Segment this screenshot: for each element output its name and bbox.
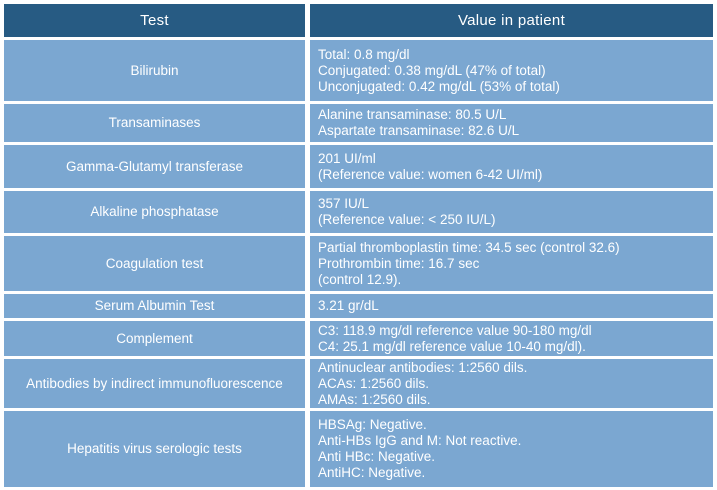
column-header-test: Test: [4, 4, 305, 37]
value-cell: [310, 40, 713, 101]
test-name-cell: Hepatitis virus serologic tests: [4, 411, 305, 487]
value-line: AntiHC: Negative.: [318, 465, 426, 480]
lab-results-table: [4, 4, 713, 487]
table-row: [4, 359, 713, 408]
table-header-row: [4, 4, 713, 37]
value-line: AMAs: 1:2560 dils.: [318, 391, 431, 407]
value-line: Prothrombin time: 16.7 sec: [318, 255, 480, 271]
value-cell: [310, 145, 713, 188]
value-cell: [310, 294, 713, 318]
table-row: [4, 145, 713, 188]
value-line: (control 12.9).: [318, 271, 402, 287]
value-line: (Reference value: women 6-42 UI/ml): [318, 166, 543, 182]
test-name-cell: Transaminases: [4, 104, 305, 142]
test-name-cell: Gamma-Glutamyl transferase: [4, 145, 305, 188]
value-line: (Reference value: < 250 IU/L): [318, 212, 496, 227]
value-line: 201 UI/ml: [318, 150, 376, 166]
value-cell: [310, 321, 713, 356]
value-line: ACAs: 1:2560 dils.: [318, 375, 430, 391]
test-name-cell: Antibodies by indirect immunofluorescence: [4, 359, 305, 408]
table-row: [4, 236, 713, 291]
value-line: Conjugated: 0.38 mg/dL (47% of total): [318, 62, 546, 78]
value-cell: [310, 236, 713, 291]
value-line: Partial thromboplastin time: 34.5 sec (control 32.6): [318, 239, 620, 255]
test-name-cell: Bilirubin: [4, 40, 305, 101]
table-row: [4, 321, 713, 356]
value-line: C3: 118.9 mg/dl reference value 90-180 mg/dl: [318, 322, 592, 338]
table-row: [4, 411, 713, 487]
table-row: [4, 104, 713, 142]
value-line: C4: 25.1 mg/dl reference value 10-40 mg/dl).: [318, 338, 586, 354]
value-cell: [310, 411, 713, 487]
page: [0, 4, 717, 490]
value-line: Anti HBc: Negative.: [318, 449, 436, 464]
value-cell: [310, 104, 713, 142]
table-row: [4, 294, 713, 318]
table-row: [4, 191, 713, 233]
value-line: Aspartate transaminase: 82.6 U/L: [318, 123, 520, 138]
value-line: Antinuclear antibodies: 1:2560 dils.: [318, 359, 528, 375]
value-line: Anti-HBs IgG and M: Not reactive.: [318, 433, 522, 448]
value-line: Alanine transaminase: 80.5 U/L: [318, 107, 507, 122]
value-line: Unconjugated: 0.42 mg/dL (53% of total): [318, 78, 560, 94]
value-cell: [310, 359, 713, 408]
test-name-cell: Alkaline phosphatase: [4, 191, 305, 233]
test-name-cell: Serum Albumin Test: [4, 294, 305, 318]
value-line: 3.21 gr/dL: [318, 298, 379, 313]
column-header-value-in-patient: Value in patient: [310, 4, 713, 37]
value-line: Total: 0.8 mg/dl: [318, 46, 410, 62]
value-line: HBSAg: Negative.: [318, 417, 427, 432]
test-name-cell: Complement: [4, 321, 305, 356]
value-line: 357 IU/L: [318, 196, 370, 211]
test-name-cell: Coagulation test: [4, 236, 305, 291]
table-row: [4, 40, 713, 101]
value-cell: [310, 191, 713, 233]
